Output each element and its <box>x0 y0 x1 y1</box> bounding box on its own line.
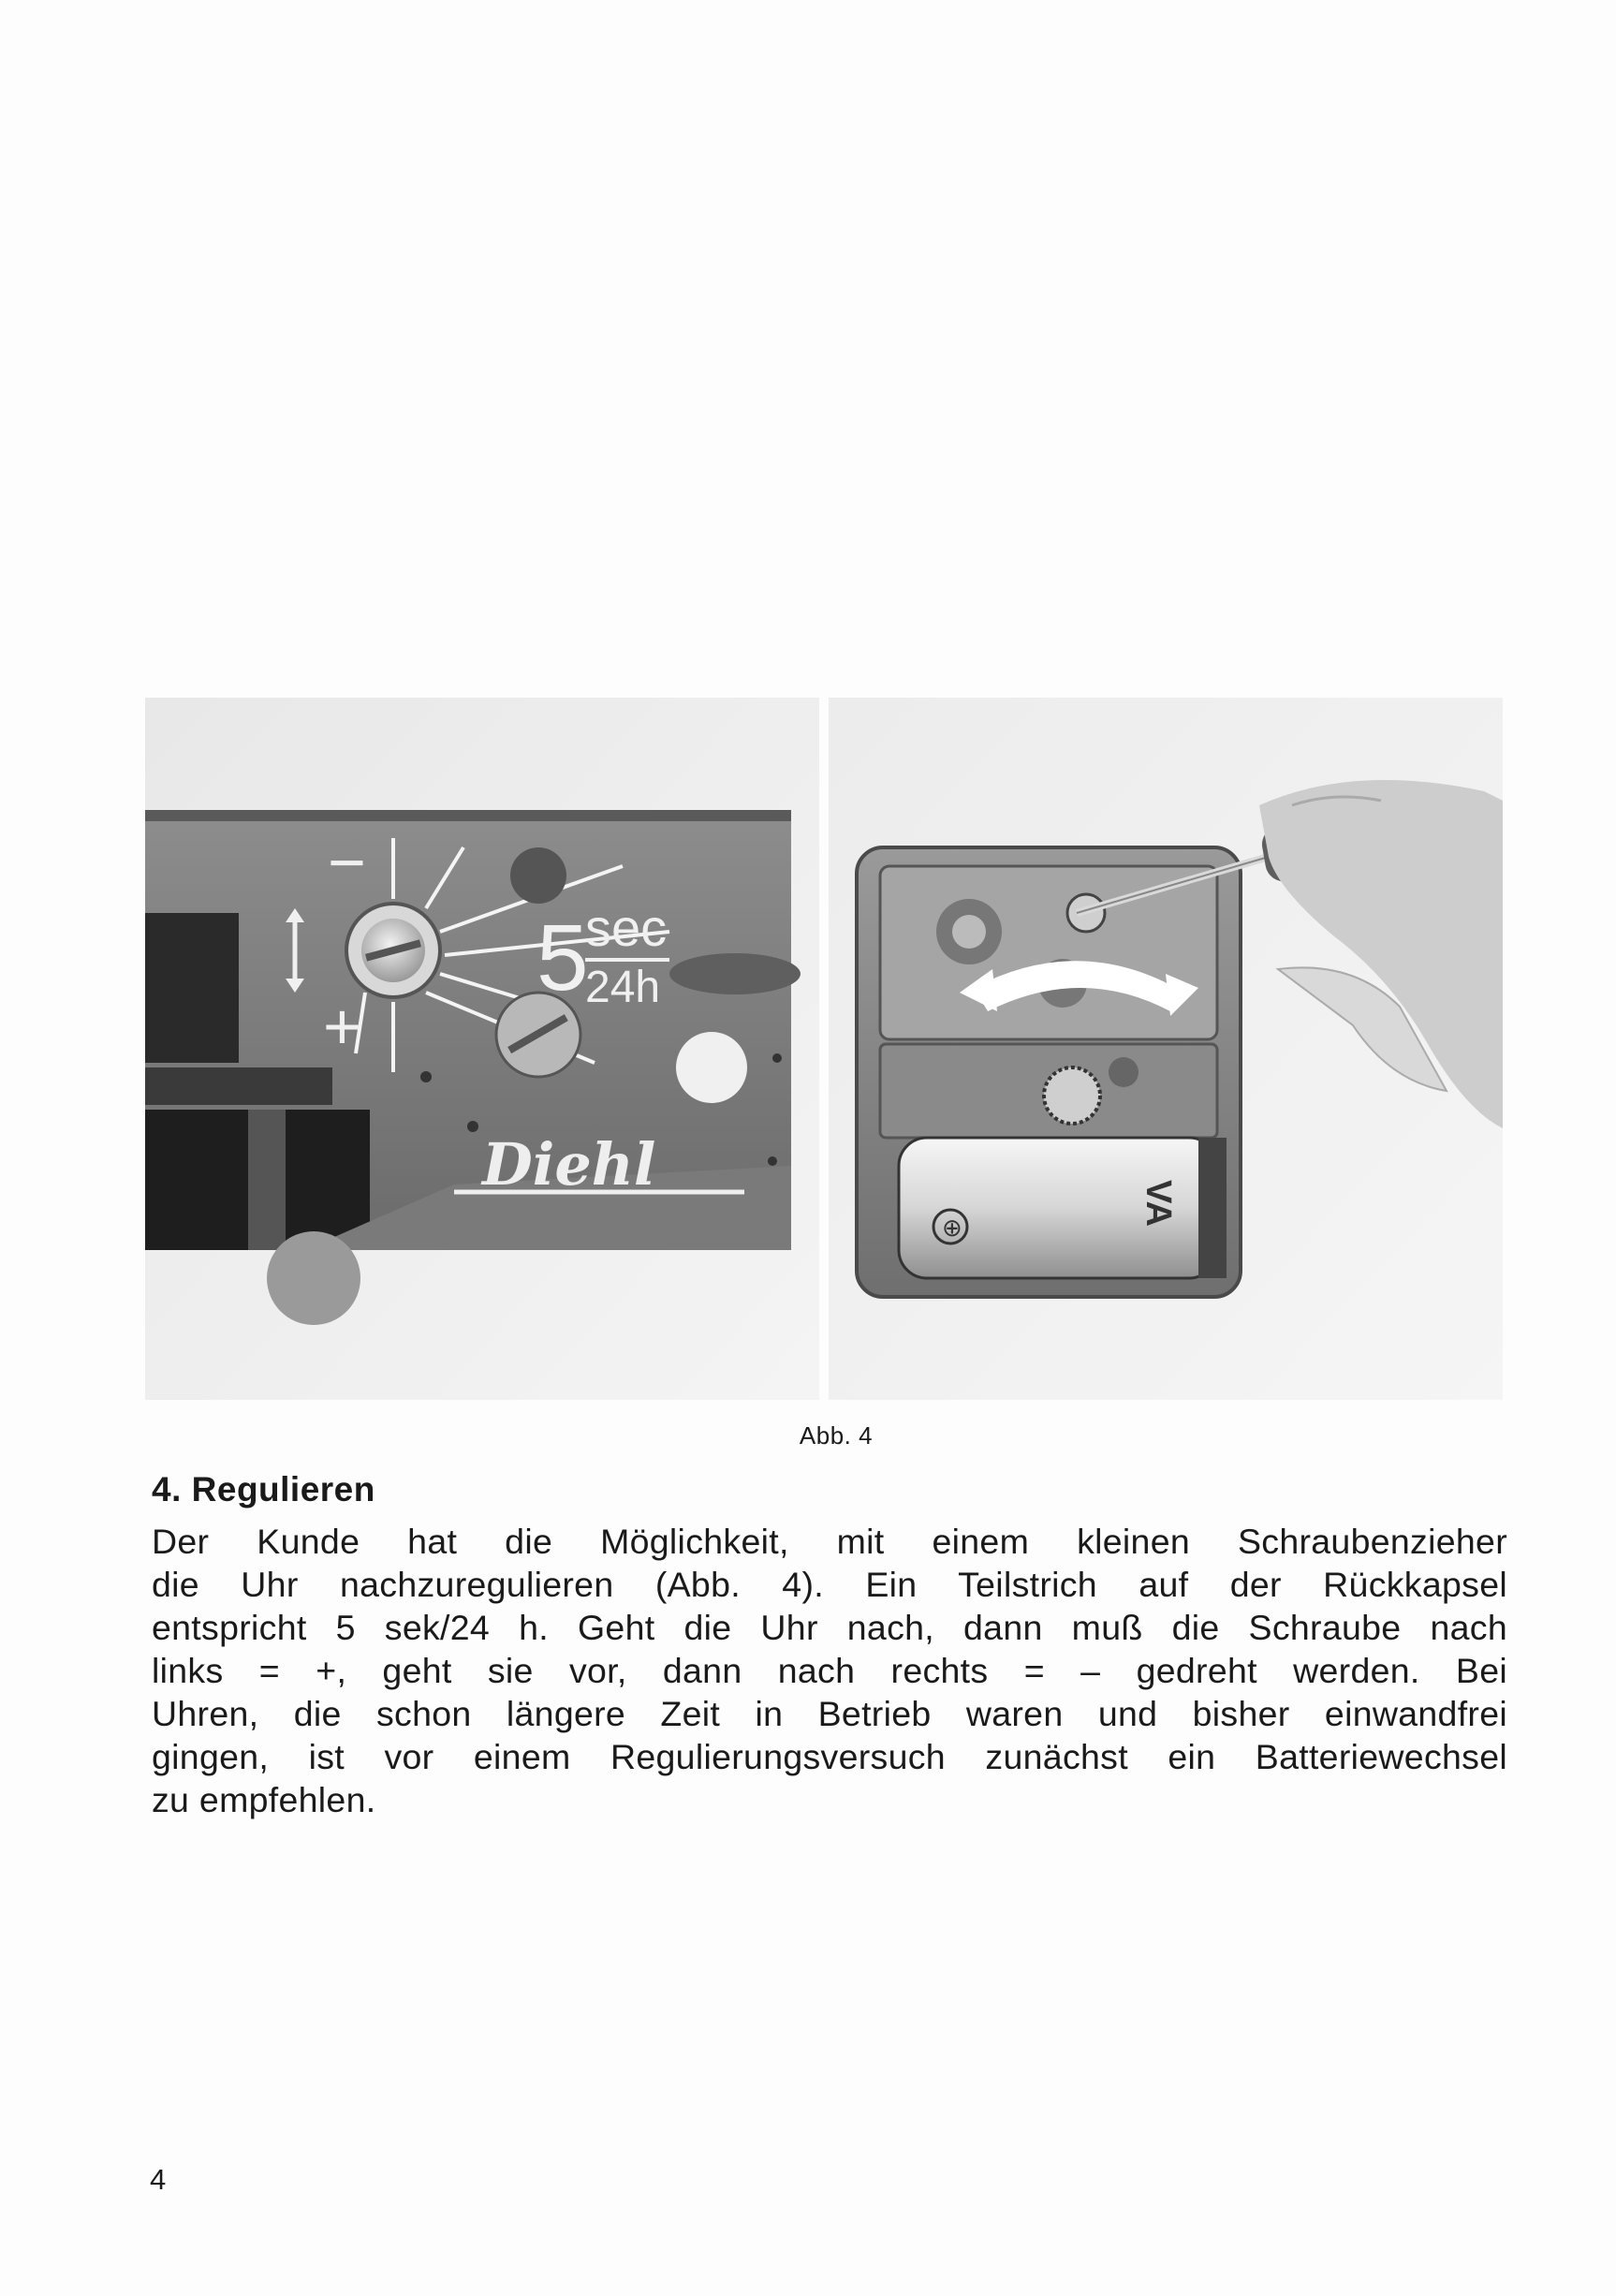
page-number: 4 <box>150 2163 167 2196</box>
paragraph-line: Der Kunde hat die Möglichkeit, mit einem kleinen Schraubenzieher <box>152 1522 1507 1561</box>
scale-unit-top: sec <box>585 898 668 957</box>
brand-logo-text: Diehl <box>482 1130 656 1199</box>
photo-clock-back-image <box>829 698 1503 1400</box>
photo-regulating-scale <box>145 698 819 1400</box>
scale-unit-bottom: 24h <box>585 963 661 1012</box>
section-number: 4. <box>152 1470 182 1509</box>
body-paragraph <box>152 1520 1507 1821</box>
paragraph-line: die Uhr nachzuregulieren (Abb. 4). Ein Teilstrich auf der Rückkapsel <box>152 1565 1507 1604</box>
section-heading <box>152 1470 375 1509</box>
paragraph-line: entspricht 5 sek/24 h. Geht die Uhr nach, dann muß die Schraube nach <box>152 1608 1507 1647</box>
photo-regulating-scale-image <box>145 698 819 1400</box>
photo-clock-back-screwdriver <box>829 698 1503 1400</box>
paragraph-line: links = +, geht sie vor, dann nach rechts = – gedreht werden. Bei <box>152 1651 1507 1690</box>
figure-caption: Abb. 4 <box>799 1421 874 1450</box>
paragraph-line: zu empfehlen. <box>152 1780 376 1819</box>
battery-plus-symbol: ⊕ <box>942 1214 962 1243</box>
paragraph-line: Uhren, die schon längere Zeit in Betrieb waren und bisher einwandfrei <box>152 1694 1507 1733</box>
dial-plus-glyph: + <box>323 990 361 1063</box>
dial-minus-glyph: − <box>328 826 366 899</box>
figure-abb-4 <box>145 698 1503 1400</box>
scale-number: 5 <box>536 905 589 1010</box>
section-title: Regulieren <box>191 1470 375 1509</box>
paragraph-line: gingen, ist vor einem Regulierungsversuch zunächst ein Batteriewechsel <box>152 1737 1507 1776</box>
battery-brand-text: VA <box>1139 1180 1178 1227</box>
